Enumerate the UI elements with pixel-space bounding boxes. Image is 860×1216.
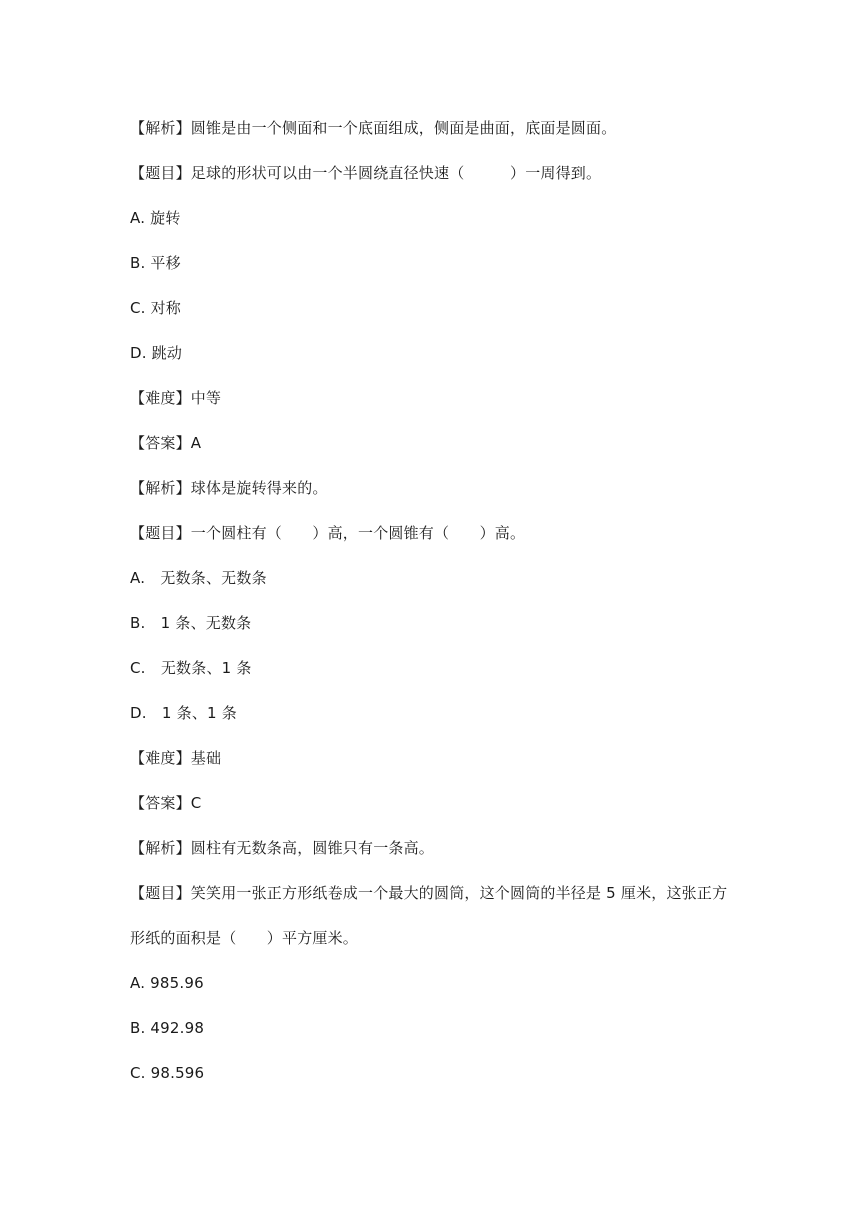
option-b: B. 492.98 <box>130 1019 205 1037</box>
option-a: A. 旋转 <box>130 209 181 227</box>
option-c: C. 对称 <box>130 299 182 317</box>
option-b: B. 1 条、无数条 <box>130 614 252 632</box>
option-d: D. 1 条、1 条 <box>130 704 237 722</box>
answer: 【答案】A <box>130 434 202 452</box>
difficulty: 【难度】基础 <box>130 749 222 767</box>
answer: 【答案】C <box>130 794 202 812</box>
option-d: D. 跳动 <box>130 344 183 362</box>
explanation: 【解析】圆柱有无数条高，圆锥只有一条高。 <box>130 839 435 857</box>
explanation-cone: 【解析】圆锥是由一个侧面和一个底面组成，侧面是曲面，底面是圆面。 <box>130 119 617 137</box>
question-height: 【题目】一个圆柱有（ ）高，一个圆锥有（ ）高。 <box>130 524 526 542</box>
explanation: 【解析】球体是旋转得来的。 <box>130 479 328 497</box>
question-football: 【题目】足球的形状可以由一个半圆绕直径快速（ ）一周得到。 <box>130 164 602 182</box>
option-a: A. 无数条、无数条 <box>130 569 267 587</box>
difficulty: 【难度】中等 <box>130 389 222 407</box>
option-b: B. 平移 <box>130 254 181 272</box>
question-square-paper: 【题目】笑笑用一张正方形纸卷成一个最大的圆筒，这个圆筒的半径是 5 厘米，这张正方 <box>130 884 728 902</box>
option-c: C. 98.596 <box>130 1064 205 1082</box>
option-c: C. 无数条、1 条 <box>130 659 252 677</box>
option-a: A. 985.96 <box>130 974 204 992</box>
question-square-paper-continued: 形纸的面积是（ ）平方厘米。 <box>130 929 359 947</box>
